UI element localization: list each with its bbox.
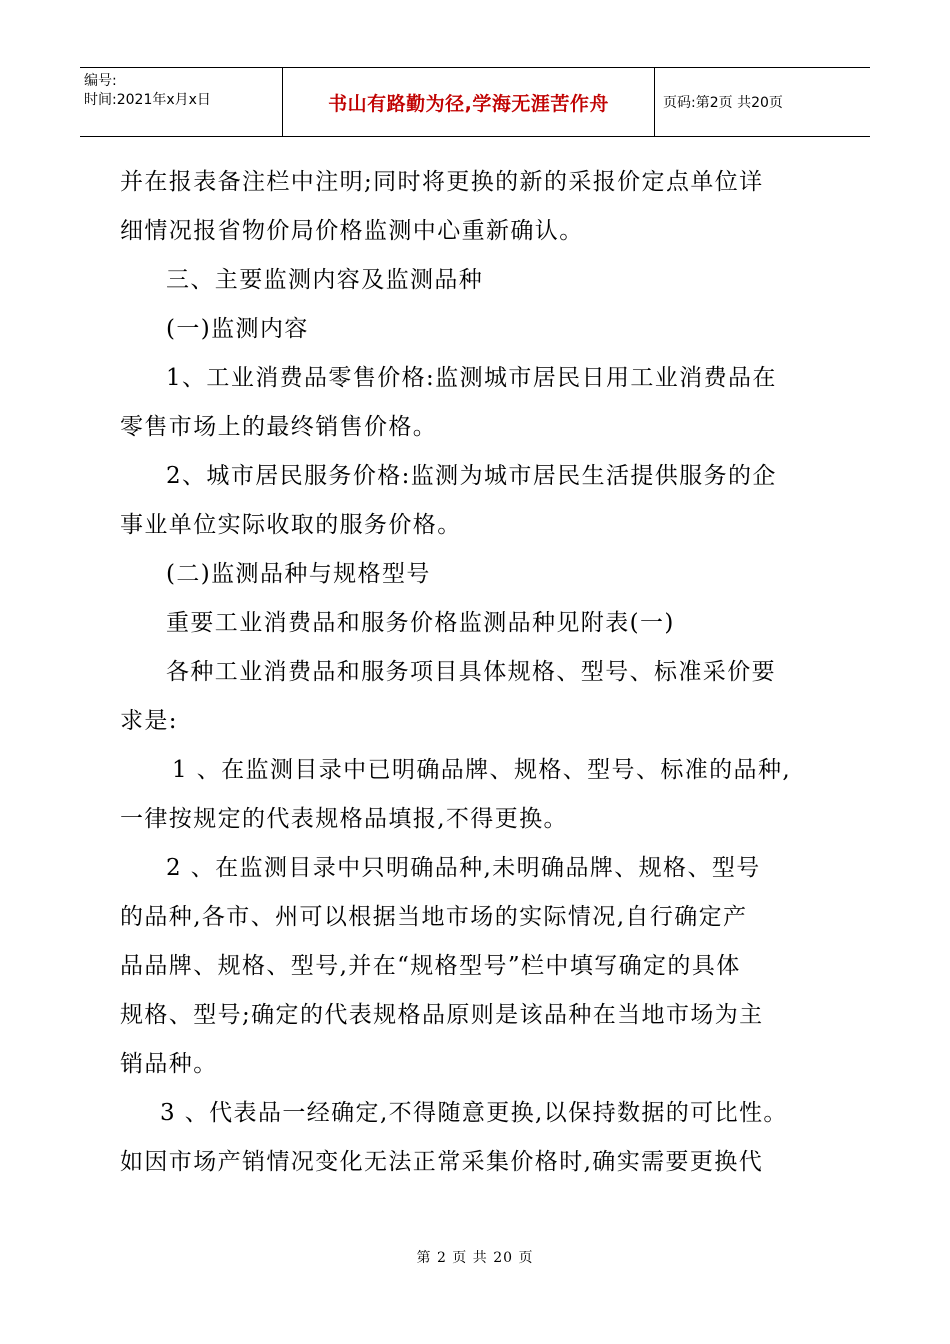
header-meta bbox=[80, 68, 283, 136]
paragraph-line: 销品种。 bbox=[120, 1051, 218, 1077]
paragraph-line: 并在报表备注栏中注明;同时将更换的新的采报价定点单位详 bbox=[120, 169, 764, 195]
document-time-label: 时间:2021年x月x日 bbox=[84, 92, 211, 108]
paragraph-line: 2 、在监测目录中只明确品种,未明确品牌、规格、型号 bbox=[166, 855, 761, 881]
document-number-label: 编号: bbox=[84, 73, 117, 89]
header-motto: 书山有路勤为径,学海无涯苦作舟 bbox=[283, 68, 655, 136]
paragraph-line: 规格、型号;确定的代表规格品原则是该品种在当地市场为主 bbox=[120, 1002, 764, 1028]
paragraph-line: 2、城市居民服务价格:监测为城市居民生活提供服务的企 bbox=[166, 463, 777, 489]
page-header bbox=[80, 67, 870, 137]
page-footer: 第 2 页 共 20 页 bbox=[416, 1250, 534, 1266]
section-heading: 三、主要监测内容及监测品种 bbox=[166, 267, 484, 293]
paragraph-line: 的品种,各市、州可以根据当地市场的实际情况,自行确定产 bbox=[120, 904, 748, 930]
paragraph-line: 细情况报省物价局价格监测中心重新确认。 bbox=[120, 218, 584, 244]
paragraph-line: 事业单位实际收取的服务价格。 bbox=[120, 512, 462, 538]
paragraph-line: 求是: bbox=[120, 708, 178, 734]
paragraph-line: 3 、代表品一经确定,不得随意更换,以保持数据的可比性。 bbox=[160, 1100, 788, 1126]
paragraph-line: 品品牌、规格、型号,并在“规格型号”栏中填写确定的具体 bbox=[120, 953, 741, 979]
paragraph-line: 1 、在监测目录中已明确品牌、规格、型号、标准的品种, bbox=[172, 757, 792, 783]
paragraph-line: 零售市场上的最终销售价格。 bbox=[120, 414, 438, 440]
header-page-info: 页码:第2页 共20页 bbox=[663, 95, 783, 111]
paragraph-line: 一律按规定的代表规格品填报,不得更换。 bbox=[120, 806, 568, 832]
paragraph-line: 各种工业消费品和服务项目具体规格、型号、标准采价要 bbox=[166, 659, 776, 685]
paragraph-line: 如因市场产销情况变化无法正常采集价格时,确实需要更换代 bbox=[120, 1149, 764, 1175]
paragraph-line: 1、工业消费品零售价格:监测城市居民日用工业消费品在 bbox=[166, 365, 777, 391]
document-body bbox=[120, 158, 832, 1187]
subsection-heading: (二)监测品种与规格型号 bbox=[166, 561, 431, 587]
subsection-heading: (一)监测内容 bbox=[166, 316, 309, 342]
paragraph-line: 重要工业消费品和服务价格监测品种见附表(一) bbox=[166, 610, 675, 636]
